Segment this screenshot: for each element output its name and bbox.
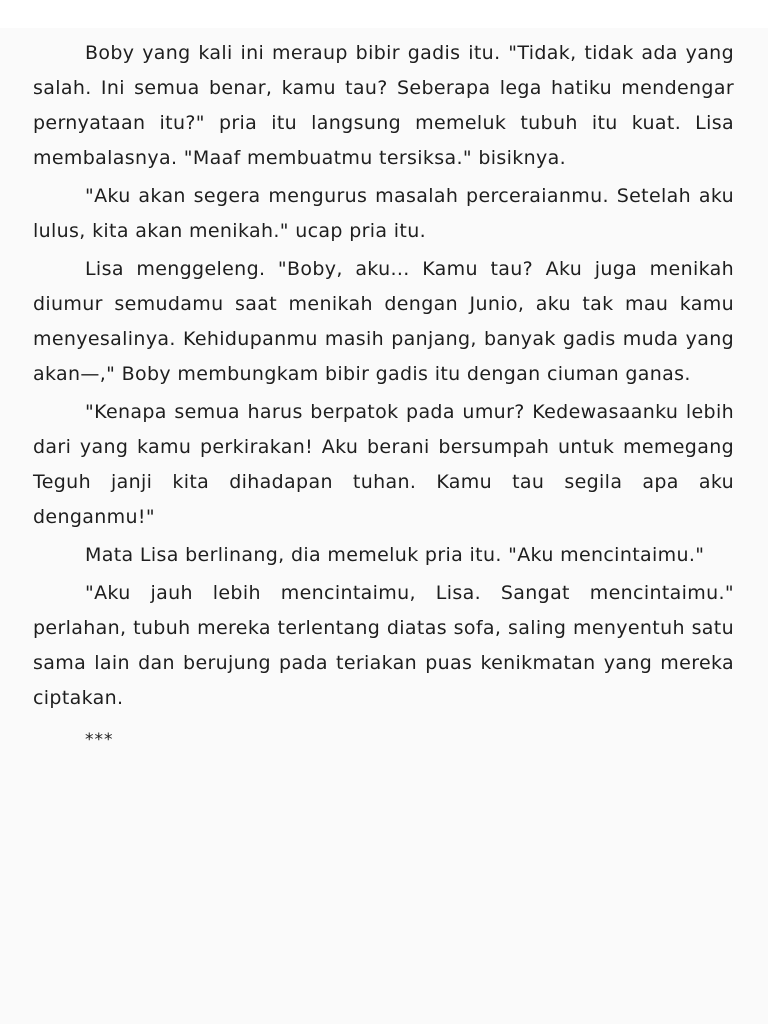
paragraph-2: "Aku akan segera mengurus masalah perceraianmu. Setelah aku lulus, kita akan menikah." ucap pria itu.: [33, 185, 734, 242]
paragraph-5: Mata Lisa berlinang, dia memeluk pria itu. "Aku mencintaimu.": [85, 544, 705, 566]
paragraph-3: Lisa menggeleng. "Boby, aku... Kamu tau? Aku juga menikah diumur semudamu saat menikah dengan Junio, aku tak mau kamu menyesalinya. Kehidupanmu masih panjang, banyak gadis muda yang akan—," Boby membungkam bibir gadis itu dengan ciuman ganas.: [33, 258, 734, 385]
paragraph-1: Boby yang kali ini meraup bibir gadis itu. "Tidak, tidak ada yang salah. Ini semua benar, kamu tau? Seberapa lega hatiku mendengar pernyataan itu?" pria itu langsung memeluk tubuh itu kuat. Lisa membalasnya. "Maaf membuatmu tersiksa." bisiknya.: [33, 42, 734, 169]
paragraph-6: "Aku jauh lebih mencintaimu, Lisa. Sangat mencintaimu." perlahan, tubuh mereka terlentang diatas sofa, saling menyentuh satu sama lain dan berujung pada teriakan puas kenikmatan yang mereka ciptakan.: [33, 582, 734, 709]
paragraph-4: "Kenapa semua harus berpatok pada umur? Kedewasaanku lebih dari yang kamu perkirakan! Aku berani bersumpah untuk memegang Teguh janji kita dihadapan tuhan. Kamu tau segila apa aku denganmu!": [33, 401, 734, 528]
section-separator: ***: [85, 730, 114, 750]
